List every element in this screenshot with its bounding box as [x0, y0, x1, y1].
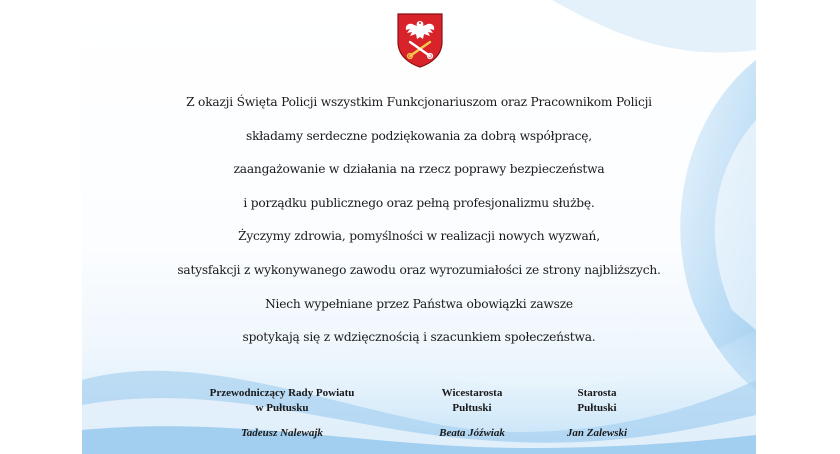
greeting-line: Z okazji Święta Policji wszystkim Funkcjonariuszom oraz Pracownikom Policji: [186, 95, 652, 109]
wave-top-right: [552, 0, 756, 53]
signature-starost: [542, 386, 652, 439]
signer-name: Jan Zalewski: [566, 427, 628, 439]
signer-role-location: Pułtuski: [577, 402, 617, 414]
greeting-text: [82, 86, 756, 355]
greeting-line: i porządku publicznego oraz pełną profesjonalizmu służbę.: [243, 195, 595, 210]
greeting-line: spotykają się z wdzięcznością i szacunkiem społeczeństwa.: [242, 330, 596, 345]
greeting-line: Niech wypełniane przez Państwa obowiązki zawsze: [265, 296, 573, 311]
signer-name: Tadeusz Nalewajk: [241, 427, 323, 439]
signature-vice-starost: [407, 386, 537, 439]
signer-role: Starosta: [577, 387, 617, 399]
signature-council-chair: [182, 386, 382, 439]
county-coat-of-arms-icon: [396, 12, 444, 68]
greeting-line: satysfakcji z wykonywanego zawodu oraz wyrozumiałości ze strony najbliższych.: [177, 262, 661, 277]
signer-role-location: w Pułtusku: [255, 402, 309, 414]
greeting-line: składamy serdeczne podziękowania za dobrą współpracę,: [246, 128, 592, 143]
signer-role-location: Pułtuski: [452, 402, 492, 414]
signer-name: Beata Jóźwiak: [439, 427, 505, 439]
signer-role: Przewodniczący Rady Powiatu: [209, 387, 355, 399]
greeting-card: [82, 0, 756, 454]
signer-role: Wicestarosta: [441, 387, 503, 399]
greeting-line: zaangażowanie w działania na rzecz poprawy bezpieczeństwa: [233, 162, 605, 177]
greeting-line: Życzymy zdrowia, pomyślności w realizacji nowych wyzwań,: [238, 229, 600, 244]
